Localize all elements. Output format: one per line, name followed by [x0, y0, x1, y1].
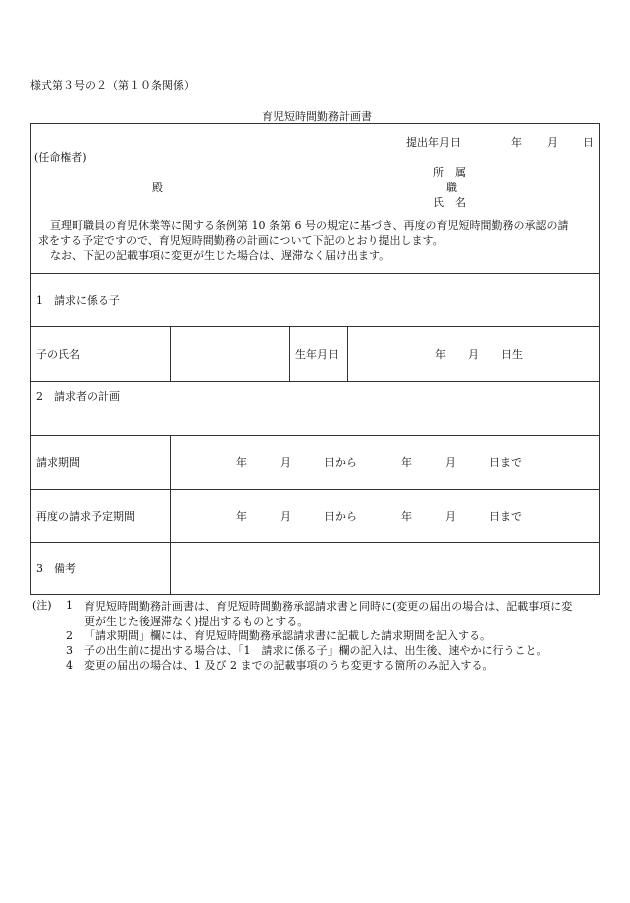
- body-line-1: 亘理町職員の育児休業等に関する条例第 10 条第 6 号の規定に基づき、再度の育児短時間勤務の承認の請: [50, 219, 569, 232]
- re-request-label: 再度の請求予定期間: [36, 510, 135, 523]
- affiliation-label: 所 属: [433, 166, 466, 179]
- section2-heading: 2 請求者の計画: [36, 390, 120, 403]
- name-label: 氏 名: [433, 196, 466, 209]
- submission-month: 月: [547, 136, 558, 149]
- notes-marker: (注): [32, 599, 52, 612]
- note-1-line-1: 育児短時間勤務計画書は、育児短時間勤務承認請求書と同時に(変更の届出の場合は、記載事項に変: [84, 600, 573, 613]
- note-4-number: 4: [66, 659, 73, 672]
- section1-heading: 1 請求に係る子: [36, 294, 120, 307]
- note-4: 変更の届出の場合は、1 及び 2 までの記載事項のうち変更する箇所のみ記入する。: [84, 659, 494, 672]
- divider: [170, 326, 171, 381]
- submission-date-label: 提出年月日: [406, 136, 461, 149]
- body-paragraph-2: なお、下記の記載事項に変更が生じた場合は、遅滞なく届け出ます。: [50, 249, 391, 262]
- form-reference: 様式第３号の２（第１０条関係）: [30, 79, 195, 92]
- child-name-label: 子の氏名: [36, 348, 80, 361]
- request-period-value: 年 月 日から 年 月 日まで: [236, 456, 522, 469]
- form-title: 育児短時間勤務計画書: [262, 110, 372, 123]
- note-2-number: 2: [66, 629, 73, 642]
- divider: [30, 489, 600, 490]
- body-paragraph-1: [38, 218, 594, 263]
- honorific: 殿: [152, 181, 163, 194]
- divider: [30, 326, 600, 327]
- note-2: 「請求期間」欄には、育児短時間勤務承認請求書に記載した請求期間を記入する。: [84, 629, 491, 642]
- note-3: 子の出生前に提出する場合は、「1 請求に係る子」欄の記入は、出生後、速やかに行うこと。: [84, 644, 548, 657]
- divider: [30, 542, 600, 543]
- appointing-authority: (任命権者): [34, 151, 87, 164]
- divider: [30, 273, 600, 274]
- divider: [30, 435, 600, 436]
- note-3-number: 3: [66, 644, 73, 657]
- re-request-value: 年 月 日から 年 月 日まで: [236, 510, 522, 523]
- position-label: 職: [446, 181, 457, 194]
- note-1-number: 1: [66, 599, 73, 612]
- birthdate-value: 年 月 日生: [435, 348, 523, 361]
- child-name-field[interactable]: [172, 328, 287, 379]
- request-period-label: 請求期間: [36, 456, 80, 469]
- remarks-field[interactable]: [172, 544, 598, 593]
- divider: [170, 435, 171, 595]
- note-1-line-2: 更が生じた後遅滞なく)提出するものとする。: [84, 615, 309, 628]
- submission-day: 日: [583, 136, 594, 149]
- note-1: [84, 599, 604, 629]
- body-line-2: 求をする予定ですので、育児短時間勤務の計画について下記のとおり提出します。: [38, 234, 444, 247]
- birthdate-label: 生年月日: [295, 348, 339, 361]
- section3-heading: 3 備考: [36, 562, 76, 575]
- divider: [30, 381, 600, 382]
- divider: [289, 326, 290, 381]
- divider: [347, 326, 348, 381]
- submission-year: 年: [511, 136, 522, 149]
